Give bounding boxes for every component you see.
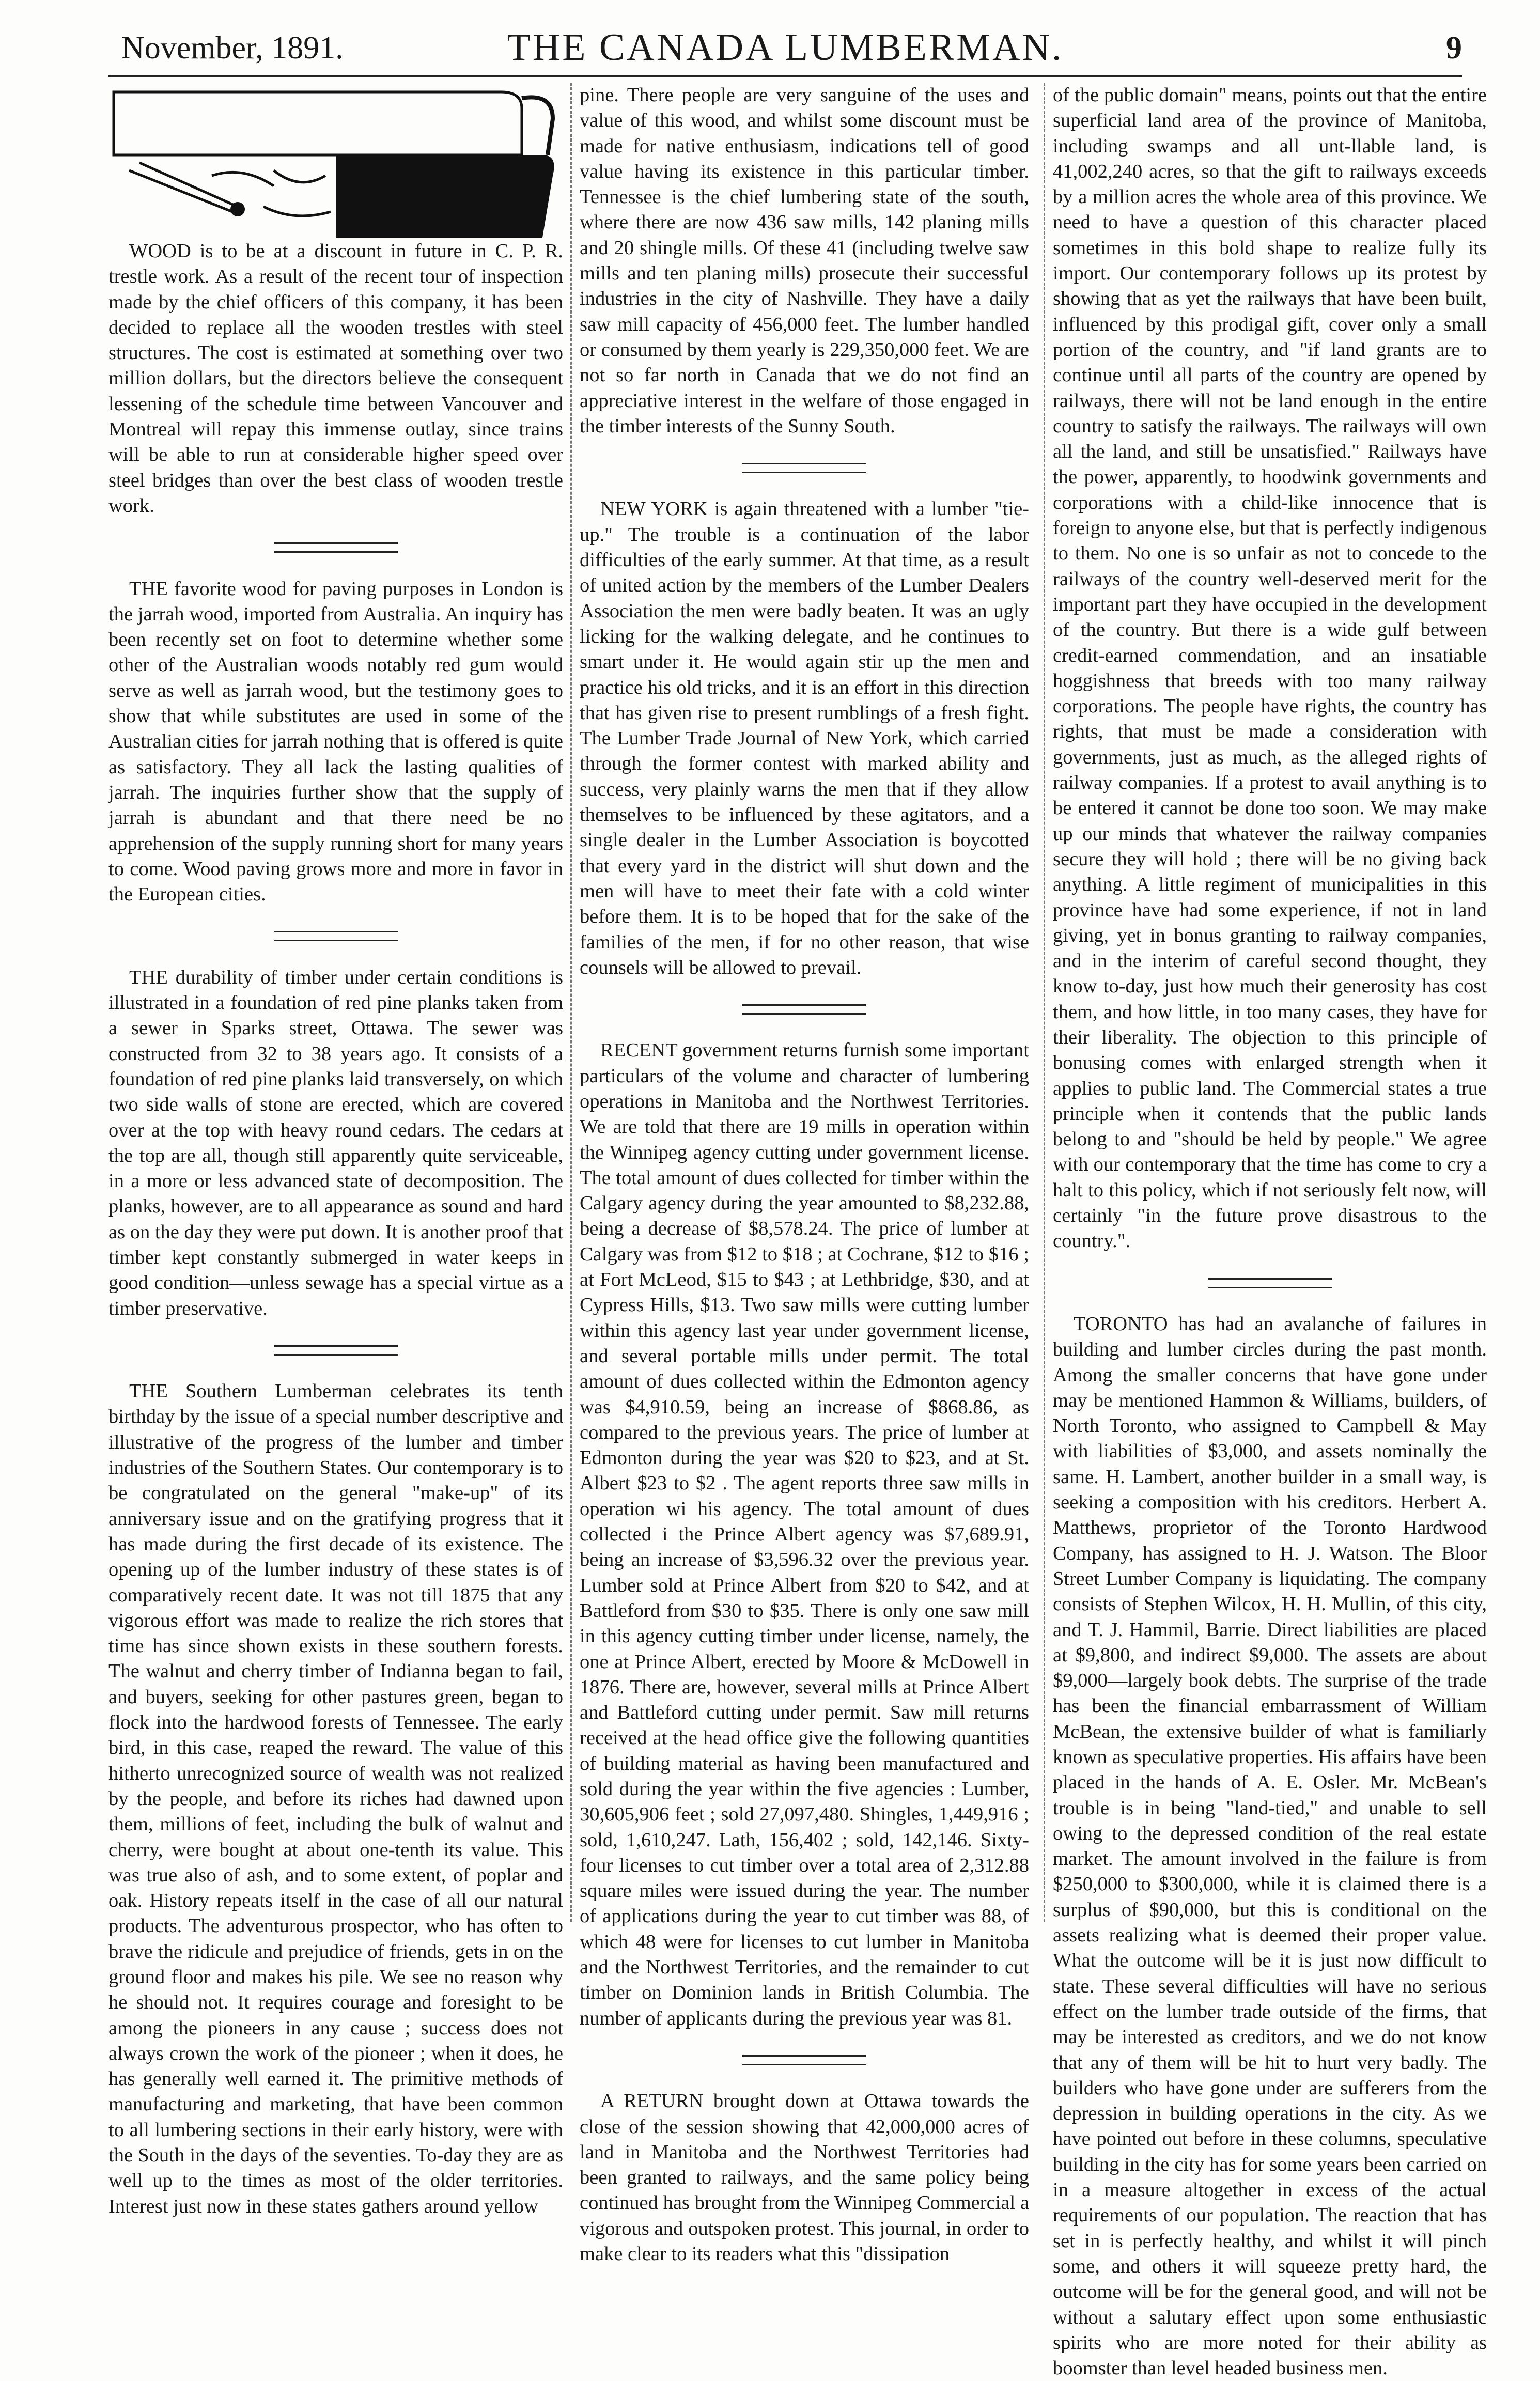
column-rule	[1044, 83, 1045, 1922]
article-toronto-failures: TORONTO has had an avalanche of failures in building and lumber circles during the past month. Among the smaller concerns that have gone under may be mentioned Hammon & Williams, builders, of North Toronto, who assigned to Campbell & May with liabilities of $3,000, and assets nominally the same. H. Lambert, another builder in a small way, is seeking a composition with his creditors. Herbert A. Matthews, proprietor of the Toronto Hardwood Company, has assigned to H. J. Watson. The Bloor Street Lumber Company is liquidating. The company consists of Stephen Wilcox, H. H. Mullin, of this city, and T. J. Hammil, Barrie. Direct liabilities are placed at $9,800, and indirect $9,000. The assets are about $9,000—largely book debts. The surprise of the trade has been the financial embarrassment of William McBean, the extensive builder of what is familiarly known as speculative properties. His affairs have been placed in the hands of A. E. Osler. Mr. McBean's trouble is in being "land-tied," and unable to sell owing to the depressed condition of the real estate market. The amount involved in the failure is from $250,000 to $300,000, while it is claimed there is a surplus of $90,000, but this is conditional on the assets realizing what is deemed their proper value. What the outcome will be it is just now difficult to state. These several difficulties will have no serious effect on the lumber trade outside of the firms, that may be interested as creditors, and we do not know that any of them will be hit to hurt very badly. The builders who have gone under are sufferers from the depression in building operations in the city. As we have pointed out before in these columns, speculative building in the city has for some years been carried on in a measure altogether in excess of the actual requirements of our population. The reaction that has set in is perfectly healthy, and whilst it will pinch some, and others it will squeeze pretty hard, the outcome will be for the general good, and will not be without a salutary effect upon some enthusiastic spirits who are more noted for their ability as boomster than level headed business men.	[1053, 1313, 1487, 2379]
article-railway-land-grants-cont: of the public domain" means, points out that the entire superficial land area of the province of Manitoba, including swamps and all unt-llable land, is 41,002,240 acres, so that the gift to railways exceeds by a million acres the whole area of this province. We need to have a question of this character placed sometimes in this bold shape to realize fully its import. Our contemporary follows up its protest by showing that as yet the railways that have been built, influenced by this prodigal gift, cover only a small portion of the country, and "if land grants are to continue until all parts of the country are opened by railways, there will not be land enough in the entire country to satisfy the railways. The railways will own all the land, and still be unsatisfied." Railways have the power, apparently, to hoodwink governments and corporations with a child-like innocence that is foreign to anyone else, but that is perfectly indigenous to them. No one is so unfair as not to concede to the railways of the country well-deserved merit for the important part they have occupied in the development of the country. But there is a wide gulf between credit-earned commendation, and an insatiable hoggishness that breeds with too many railway corporations. The people have rights, the country has rights, that must be made a consideration with governments, just as much, as the alleged rights of railway companies. If a protest to avail anything is to be entered it cannot be done too soon. We may make up our minds that whatever the railway companies secure they will hold ; there will be no giving back anything. A little regiment of municipalities in this province have had some experience, if not in land giving, yet in bonus granting to railway companies, and in the interim of careful second thought, they know to-day, just how much their generosity has cost them, and how little, in too many cases, they have for their liberality. The objection to this principle of bonusing comes with enlarged strength when it applies to public land. The Commercial states a true principle when it contends that the public lands belong to and "should be held by people." We agree with our contemporary that the time has come to cry a halt to this policy, which if not seriously felt now, will certainly "in the future prove disastrous to the country.".	[1053, 84, 1487, 1252]
column-1	[108, 239, 563, 2219]
column-3	[1053, 83, 1487, 2381]
article-timber-durability: THE durability of timber under certain conditions is illustrated in a foundation of red pine planks taken from a sewer in Sparks street, Ottawa. The sewer was constructed from 32 to 38 years ago. It consists of a foundation of red pine planks laid transversely, on which two side walls of stone are erected, which are covered over at the top with heavy round cedars. The cedars at the top are all, though still apparently quite serviceable, in a more or less advanced state of decomposition. The planks, however, are to all appearance as sound and hard as on the day they were put down. It is another proof that timber kept constantly submerged in water keeps in good condition—unless sewage has a special virtue as a timber preservative.	[108, 966, 563, 1319]
masthead	[108, 20, 1462, 82]
article-cpr-trestles: WOOD is to be at a discount in future in C. P. R. trestle work. As a result of the recent tour of inspection made by the chief officers of this company, it has been decided to replace all the wooden trestles with steel structures. The cost is estimated at something over two million dollars, but the directors believe the consequent lessening of the schedule time between Vancouver and Montreal will repay this immense outlay, since trains will be able to run at considerable higher speed over steel bridges than over the best class of wooden trestle work.	[108, 240, 563, 517]
issue-date: November, 1891.	[121, 30, 344, 66]
column-2	[580, 83, 1029, 2267]
article-divider	[108, 534, 563, 559]
article-southern-lumberman: THE Southern Lumberman celebrates its tenth birthday by the issue of a special number descriptive and illustrative of the progress of the lumber and timber industries of the Southern States. Our contemporary is to be congratulated on the general "make-up" of its anniversary issue and on the gratifying progress that it has made during the first decade of its existence. The opening up of the lumber industry of these states is of comparatively recent date. It was not till 1875 that any vigorous effort was made to realize the rich stores that time has since shown exists in these southern forests. The walnut and cherry timber of Indianna began to fail, and buyers, seeking for other pastures green, began to flock into the hardwood forests of Tennessee. The early bird, in this case, reaped the reward. The value of this hitherto unrecognized source of wealth was not realized by the people, and before its riches had dawned upon them, millions of feet, including the bulk of walnut and cherry, were bought at about one-tenth its value. This was true also of ash, and to some extent, of poplar and oak. History repeats itself in the case of all our natural products. The adventurous prospector, who has often to brave the ridicule and prejudice of friends, gets in on the ground floor and makes his pile. We see no reason why he should not. It requires courage and foresight to be among the pioneers in any cause ; success does not always crown the work of the pioneer ; when it does, he has generally well earned it. The primitive methods of manufacturing and marketing, that have been common to all lumbering sections in their early history, were with the South in the days of the seventies. To-day they are as well up to the times as most of the older territories. Interest just now in these states gathers around yellow	[108, 1380, 563, 2217]
article-divider	[1053, 1270, 1487, 1295]
article-new-york-tieup: NEW YORK is again threatened with a lumber "tie-up." The trouble is a continuation of the labor difficulties of the early summer. At that time, as a result of united action by the members of the Lumber Dealers Association the men were badly beaten. It was an ugly licking for the walking delegate, and he continues to smart under it. He would again stir up the men and practice his old tricks, and it is an effort in this direction that has given rise to present rumblings of a fresh fight. The Lumber Trade Journal of New York, which carried through the former contest with marked ability and success, very plainly warns the men that if they allow themselves to be influenced by these agitators, and a single dealer in the Lumber Association is boycotted that every yard in the district will shut down and the men will have to meet their fate with a cold winter before them. It is to be hoped that for the sake of the families of the men, if for no other reason, that wise counsels will be allowed to prevail.	[580, 498, 1029, 978]
article-jarrah-wood: THE favorite wood for paving purposes in London is the jarrah wood, imported from Australia. An inquiry has been recently set on foot to determine whether some other of the Australian woods notably red gum would serve as well as jarrah wood, but the testimony goes to show that while substitutes are used in some of the Australian cities for jarrah nothing that is offered is quite as satisfactory. They all lack the lasting qualities of jarrah. The inquiries further show that the supply of jarrah is abundant and that there need be no apprehension of the supply running short for many years to come. Wood paving grows more and more in favor in the European cities.	[108, 578, 563, 906]
article-divider	[108, 1337, 563, 1362]
article-divider	[580, 2047, 1029, 2072]
masthead-rule	[108, 75, 1462, 77]
article-divider	[580, 455, 1029, 480]
article-divider	[580, 996, 1029, 1021]
column-rule	[570, 83, 572, 1922]
newspaper-title: THE CANADA LUMBERMAN.	[507, 26, 1064, 69]
article-southern-lumberman-cont: pine. There people are very sanguine of the uses and value of this wood, and whilst some discount must be made for native enthusiasm, indications tell of good value having its existence in this particular timber. Tennessee is the chief lumbering state of the south, where there are now 436 saw mills, 142 planing mills and 20 shingle mills. Of these 41 (including twelve saw mills and ten planing mills) prosecute their successful industries in the city of Nashville. They have a daily saw mill capacity of 456,000 feet. The lumber handled or consumed by them yearly is 229,350,000 feet. We are not so far north in Canada that we do not find an appreciative interest in the welfare of those engaged in the timber interests of the Sunny South.	[580, 84, 1029, 437]
page-number: 9	[1446, 30, 1462, 66]
scroll-graphic	[108, 88, 563, 243]
article-government-returns: RECENT government returns furnish some important particulars of the volume and character of lumbering operations in Manitoba and the Northwest Territories. We are told that there are 19 mills in operation within the Winnipeg agency cutting under government license. The total amount of dues collected for timber within the Calgary agency during the year amounted to $8,232.88, being a decrease of $8,578.24. The price of lumber at Calgary was from $12 to $18 ; at Cochrane, $12 to $16 ; at Fort McLeod, $15 to $43 ; at Lethbridge, $30, and at Cypress Hills, $13. Two saw mills were cutting lumber within this agency last year under government license, and several portable mills under permit. The total amount of dues collected within the Edmonton agency was $4,910.59, being an increase of $868.86, as compared to the previous years. The price of lumber at Edmonton during the year was $20 to $23, and at St. Albert $23 to $2 . The agent reports three saw mills in operation wi his agency. The total amount of dues collected i the Prince Albert agency was $7,689.91, being an increase of $3,596.32 over the previous year. Lumber sold at Prince Albert from $20 to $42, and at Battleford from $30 to $35. There is only one saw mill in this agency cutting timber under license, namely, the one at Prince Albert, erected by Moore & McDowell in 1876. There are, however, several mills at Prince Albert and Battleford cutting under permit. Saw mill returns received at the head office give the following quantities of building material as having been manufactured and sold during the year within the five agencies : Lumber, 30,605,906 feet ; sold 27,097,480. Shingles, 1,449,916 ; sold, 1,610,247. Lath, 156,402 ; sold, 142,146. Sixty-four licenses to cut timber over a total area of 2,312.88 square miles were issued during the year. The number of applications during the year to cut timber was 88, of which 48 were for licenses to cut lumber in Manitoba and the Northwest Territories, and the remainder to cut timber on Dominion lands in British Columbia. The number of applicants during the previous year was 81.	[580, 1039, 1029, 2029]
article-divider	[108, 923, 563, 948]
editorial-notes-logo	[108, 88, 563, 243]
article-railway-land-grants: A RETURN brought down at Ottawa towards the close of the session showing that 42,000,000 acres of land in Manitoba and the Northwest Territories had been granted to railways, and the same policy being continued has brought from the Winnipeg Commercial a vigorous and outspoken protest. This journal, in order to make clear to its readers what this "dissipation	[580, 2090, 1029, 2265]
